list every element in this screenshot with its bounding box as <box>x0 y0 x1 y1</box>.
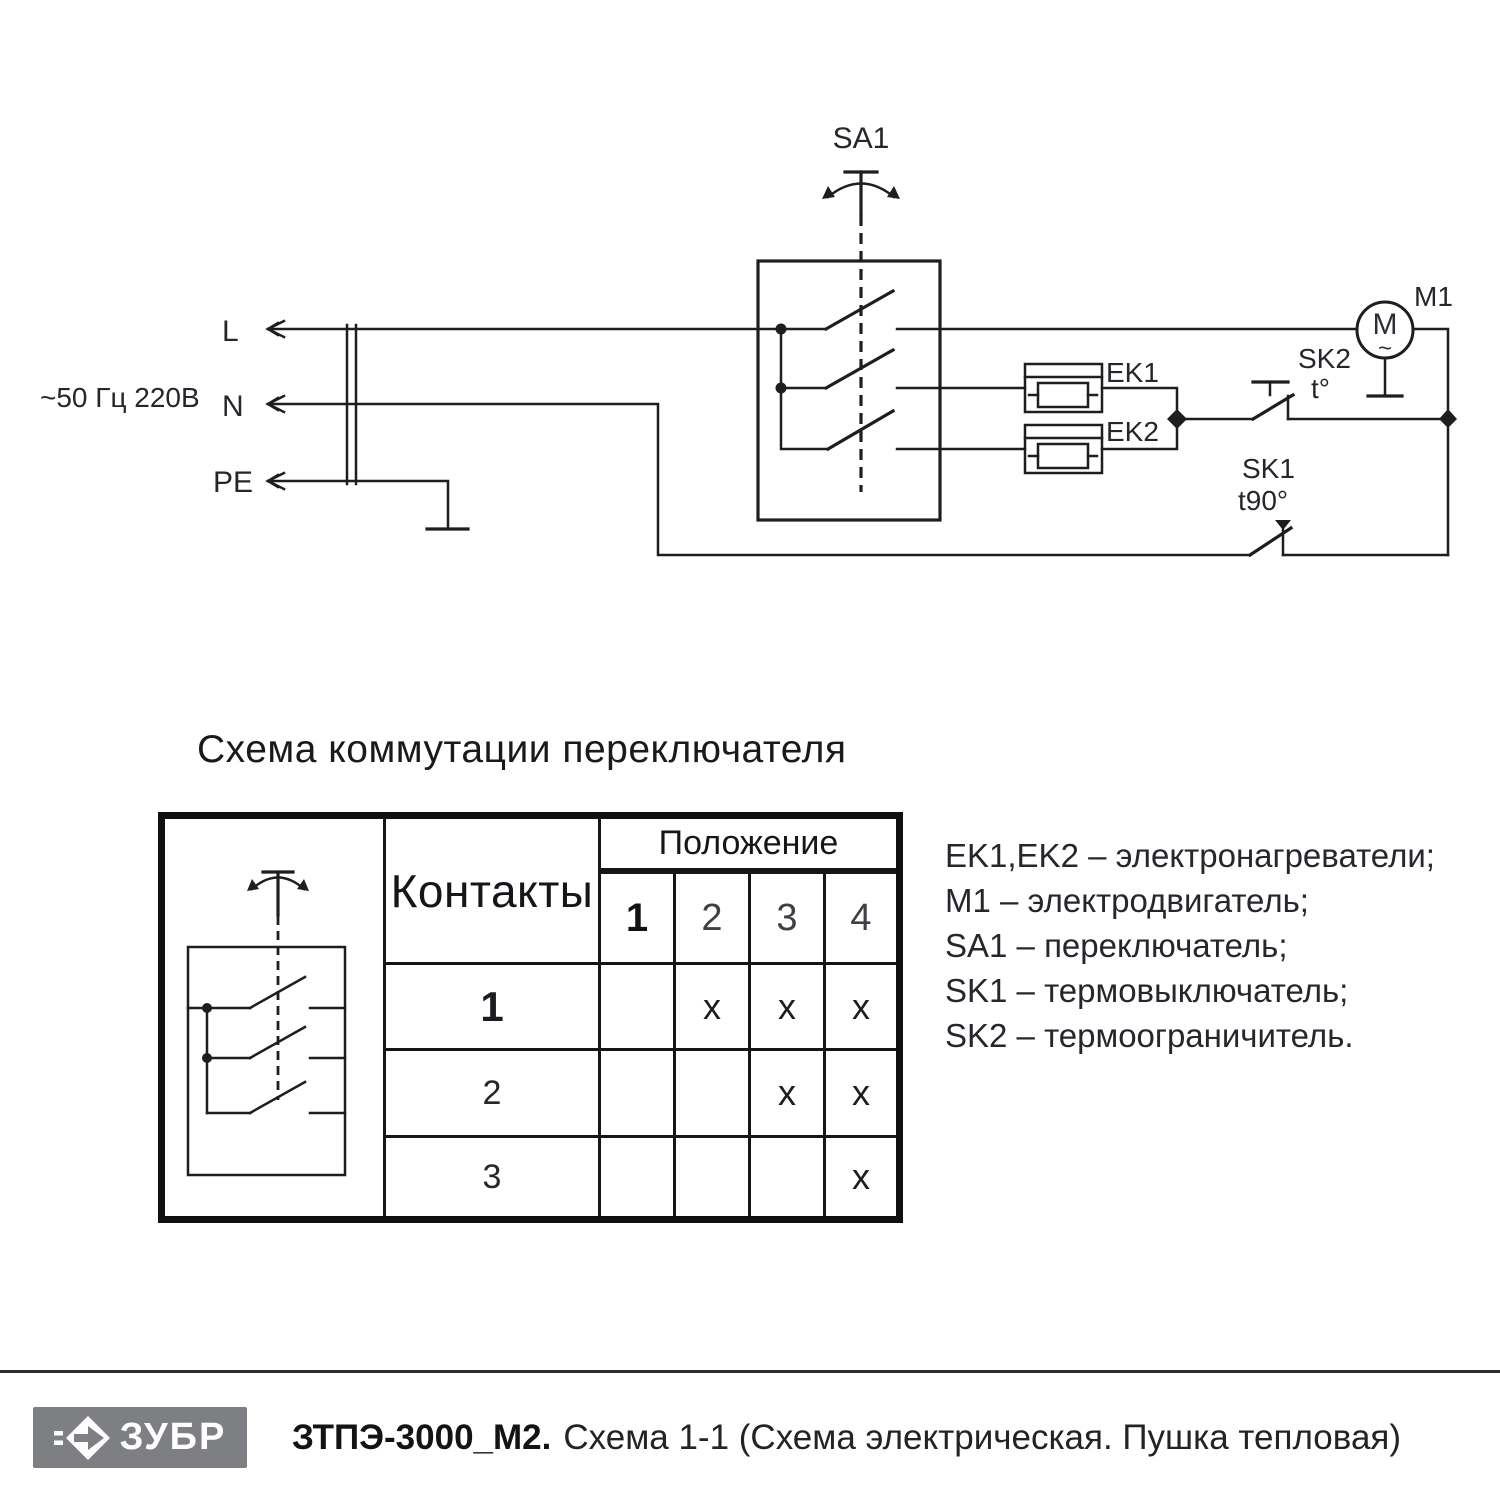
mark-cell <box>601 1138 673 1216</box>
wire-ek1-out <box>1102 388 1177 419</box>
wire-l-to-motor <box>897 329 1448 555</box>
sa1-contacts <box>776 291 1026 449</box>
line-l-label: L <box>222 315 239 348</box>
sk2-temp-label: t° <box>1311 373 1330 404</box>
legend-item: SA1 – переключатель; <box>945 927 1288 964</box>
mark-cell: x <box>778 1072 796 1113</box>
mark-cell <box>751 1138 823 1216</box>
contacts-header: Контакты <box>390 864 594 917</box>
heater-ek2-icon <box>1025 425 1102 473</box>
mark-cell: x <box>852 985 870 1027</box>
sk2-label: SK2 <box>1298 343 1351 374</box>
contact-row-label: 1 <box>480 982 504 1030</box>
power-rating-label: ~50 Гц 220В <box>40 382 200 413</box>
sk1-switch-icon <box>1250 520 1291 555</box>
zubr-logo <box>33 1407 247 1468</box>
position-4: 4 <box>850 896 872 939</box>
switch-commutation-table <box>158 812 903 1223</box>
legend-item: SK1 – термовыключатель; <box>945 972 1349 1009</box>
position-1: 1 <box>625 895 649 940</box>
footer-divider <box>0 1370 1500 1373</box>
m1-label: M1 <box>1414 281 1453 312</box>
mark-cell <box>676 1051 748 1135</box>
legend-item: EK1,EK2 – электронагреватели; <box>945 837 1435 874</box>
footer-caption <box>292 1407 1401 1468</box>
switch-table-title: Схема коммутации переключателя <box>197 728 847 771</box>
wire-pe <box>268 481 448 529</box>
sa1-label: SA1 <box>832 122 890 155</box>
contact-row-label: 3 <box>482 1157 502 1196</box>
position-3: 3 <box>776 896 798 939</box>
sk2-switch-icon <box>1253 382 1293 419</box>
motor-m1-icon <box>1357 302 1413 396</box>
legend <box>945 833 1435 1058</box>
svg-text:M: M <box>1372 308 1398 341</box>
position-header: Положение <box>658 824 839 862</box>
contact-row-label: 2 <box>482 1073 502 1112</box>
mark-cell: x <box>852 1072 870 1113</box>
legend-item: SK2 – термоограничитель. <box>945 1017 1354 1054</box>
mark-cell: x <box>852 1156 870 1197</box>
scheme-description: Схема 1-1 (Схема электрическая. Пушка тепловая) <box>563 1417 1402 1457</box>
mark-cell <box>601 1051 673 1135</box>
mark-cell <box>601 965 673 1048</box>
zubr-logo-icon <box>54 1415 112 1461</box>
sk1-temp-label: t90° <box>1238 485 1289 516</box>
model-number: ЗТПЭ-3000_М2. <box>292 1417 552 1457</box>
zubr-logo-text: ЗУБР <box>119 1416 227 1458</box>
heater-ek1-icon <box>1025 364 1102 412</box>
mark-cell: x <box>778 985 796 1027</box>
mark-cell <box>676 1138 748 1216</box>
junction-diamond-right <box>1439 409 1457 428</box>
line-pe-label: PE <box>213 466 254 499</box>
legend-item: M1 – электродвигатель; <box>945 882 1309 919</box>
mark-cell: x <box>703 985 721 1027</box>
sk1-label: SK1 <box>1242 453 1295 484</box>
ek1-label: EK1 <box>1106 357 1159 388</box>
svg-text:~: ~ <box>1377 335 1393 362</box>
sa1-rotary-actuator-icon <box>822 172 900 215</box>
ek2-label: EK2 <box>1106 416 1159 447</box>
position-2: 2 <box>701 896 723 939</box>
line-n-label: N <box>222 390 244 423</box>
